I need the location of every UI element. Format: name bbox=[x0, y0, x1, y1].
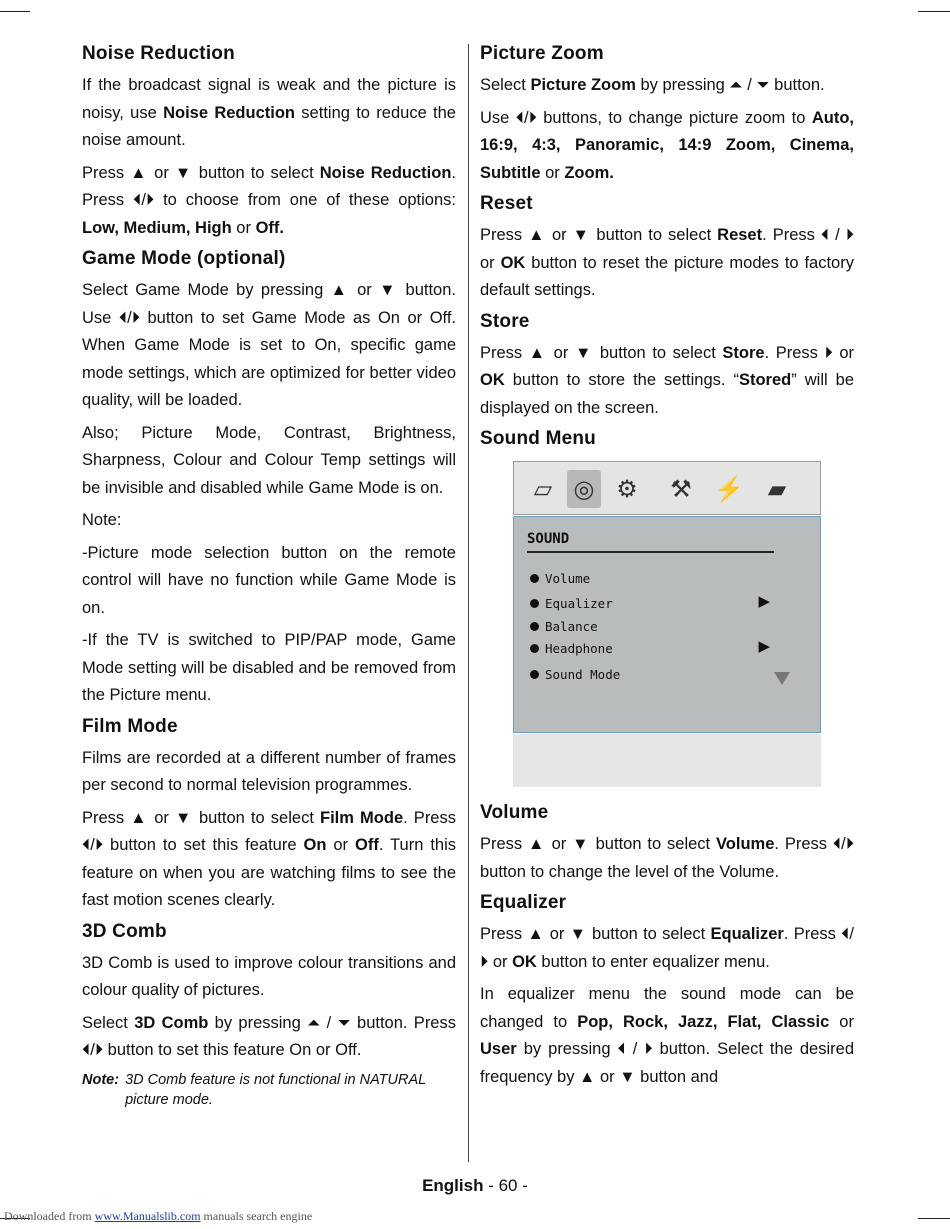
bullet-icon bbox=[530, 622, 539, 631]
noise-reduction-p2: Press ▲ or ▼ button to select Noise Reduction. Press ⏴/⏵ to choose from one of these options: Low, Medium, High or Off. bbox=[82, 163, 456, 237]
film-mode-p1: Films are recorded at a different number of frames per second to normal television programmes. bbox=[82, 748, 456, 794]
picture-icon: ▱ bbox=[533, 475, 553, 503]
noise-reduction-heading: Noise Reduction bbox=[82, 43, 235, 64]
right-column bbox=[480, 38, 854, 1096]
reset-heading: Reset bbox=[480, 193, 533, 214]
menu-panel bbox=[513, 516, 821, 733]
sound-menu-screenshot bbox=[513, 461, 821, 787]
menu-footer-bar bbox=[513, 734, 821, 787]
download-suffix: manuals search engine bbox=[200, 1209, 313, 1223]
3d-comb-p1: 3D Comb is used to improve colour transitions and colour quality of pictures. bbox=[82, 953, 456, 999]
column-divider bbox=[468, 44, 469, 1162]
3d-comb-p2: Select 3D Comb by pressing ⏶ / ⏷ button. Press ⏴/⏵ button to set this feature On or Off. bbox=[82, 1013, 456, 1059]
note-text: 3D Comb feature is not functional in NATURAL picture mode. bbox=[125, 1071, 426, 1108]
volume-heading: Volume bbox=[480, 802, 549, 823]
settings-icon: ⚙ bbox=[616, 475, 638, 503]
3d-comb-heading: 3D Comb bbox=[82, 920, 167, 942]
menu-item-equalizer: Equalizer bbox=[530, 596, 613, 611]
pc-icon: ▰ bbox=[767, 475, 787, 503]
equalizer-p1: Press ▲ or ▼ button to select Equalizer. Press ⏴/⏵ or OK button to enter equalizer menu. bbox=[480, 925, 854, 971]
picture-zoom-p2: Use ⏴/⏵ buttons, to change picture zoom to Auto, 16:9, 4:3, Panoramic, 14:9 Zoom, Cinema, Subtitle or Zoom. bbox=[480, 108, 854, 182]
menu-item-headphone: Headphone bbox=[530, 641, 613, 656]
equalizer-heading: Equalizer bbox=[480, 892, 567, 913]
bullet-icon bbox=[530, 574, 539, 583]
game-mode-p2: Also; Picture Mode, Contrast, Brightness, Sharpness, Colour and Colour Temp settings will be invisible and disabled while Game Mode is on. bbox=[82, 423, 456, 497]
crop-mark bbox=[0, 11, 30, 12]
reset-p1: Press ▲ or ▼ button to select Reset. Press ⏴ / ⏵ or OK button to reset the picture modes to factory default settings. bbox=[480, 226, 854, 299]
game-mode-heading: Game Mode (optional) bbox=[82, 248, 286, 269]
page-number: - 60 - bbox=[488, 1176, 528, 1195]
page-footer bbox=[0, 1176, 950, 1196]
game-mode-p4: -Picture mode selection button on the remote control will have no function while Game Mode is on. bbox=[82, 543, 456, 617]
crop-mark bbox=[918, 11, 950, 12]
picture-zoom-p1: Select Picture Zoom by pressing ⏶ / ⏷ button. bbox=[480, 76, 825, 94]
arrow-right-icon: ▶ bbox=[758, 638, 770, 655]
game-mode-p1: Select Game Mode by pressing ▲ or ▼ button. Use ⏴/⏵ button to set Game Mode as On or Off. When Game Mode is set to On, specific game mode settings, which are optimized for better video quality, will be loaded. bbox=[82, 281, 456, 409]
download-prefix: Downloaded from bbox=[4, 1209, 95, 1223]
download-note bbox=[4, 1209, 312, 1224]
equalizer-p2: In equalizer menu the sound mode can be changed to Pop, Rock, Jazz, Flat, Classic or User by pressing ⏴ / ⏵ button. Select the desired frequency by ▲ or ▼ button and bbox=[480, 985, 854, 1086]
arrow-down-icon bbox=[774, 672, 790, 685]
menu-item-volume: Volume bbox=[530, 571, 590, 586]
bullet-icon bbox=[530, 670, 539, 679]
note-label: Note: bbox=[82, 1071, 120, 1088]
menu-icon-bar bbox=[513, 461, 821, 515]
bullet-icon bbox=[530, 644, 539, 653]
store-heading: Store bbox=[480, 310, 530, 332]
3d-comb-note bbox=[82, 1070, 456, 1110]
source-icon: ⚡ bbox=[714, 475, 744, 503]
noise-reduction-p1: If the broadcast signal is weak and the picture is noisy, use Noise Reduction setting to reduce the noise amount. bbox=[82, 76, 456, 149]
speaker-icon: ◎ bbox=[567, 470, 601, 508]
sound-menu-heading: Sound Menu bbox=[480, 428, 596, 449]
manualslib-link[interactable]: www.Manualslib.com bbox=[94, 1209, 201, 1223]
install-icon: ⚒ bbox=[670, 475, 692, 503]
bullet-icon bbox=[530, 599, 539, 608]
store-p1: Press ▲ or ▼ button to select Store. Press ⏵ or OK button to store the settings. “Stored” will be displayed on the screen. bbox=[480, 343, 855, 417]
left-column bbox=[82, 38, 456, 1110]
game-mode-note-label: Note: bbox=[82, 511, 122, 529]
menu-item-balance: Balance bbox=[530, 619, 598, 634]
menu-item-sound-mode: Sound Mode bbox=[530, 667, 620, 682]
film-mode-p2: Press ▲ or ▼ button to select Film Mode. Press ⏴/⏵ button to set this feature On or Off. Turn this feature on when you are watching films to see the fast motion scenes clearly. bbox=[82, 808, 456, 909]
game-mode-p5: -If the TV is switched to PIP/PAP mode, Game Mode setting will be disabled and be removed from the Picture menu. bbox=[82, 631, 456, 704]
crop-mark bbox=[918, 1218, 950, 1219]
arrow-right-icon: ▶ bbox=[758, 593, 770, 610]
volume-p1: Press ▲ or ▼ button to select Volume. Press ⏴/⏵ button to change the level of the Volume. bbox=[480, 835, 854, 881]
menu-title: SOUND bbox=[527, 531, 570, 547]
film-mode-heading: Film Mode bbox=[82, 715, 178, 737]
footer-language: English bbox=[422, 1176, 484, 1195]
menu-title-underline bbox=[527, 551, 774, 553]
picture-zoom-heading: Picture Zoom bbox=[480, 43, 604, 64]
